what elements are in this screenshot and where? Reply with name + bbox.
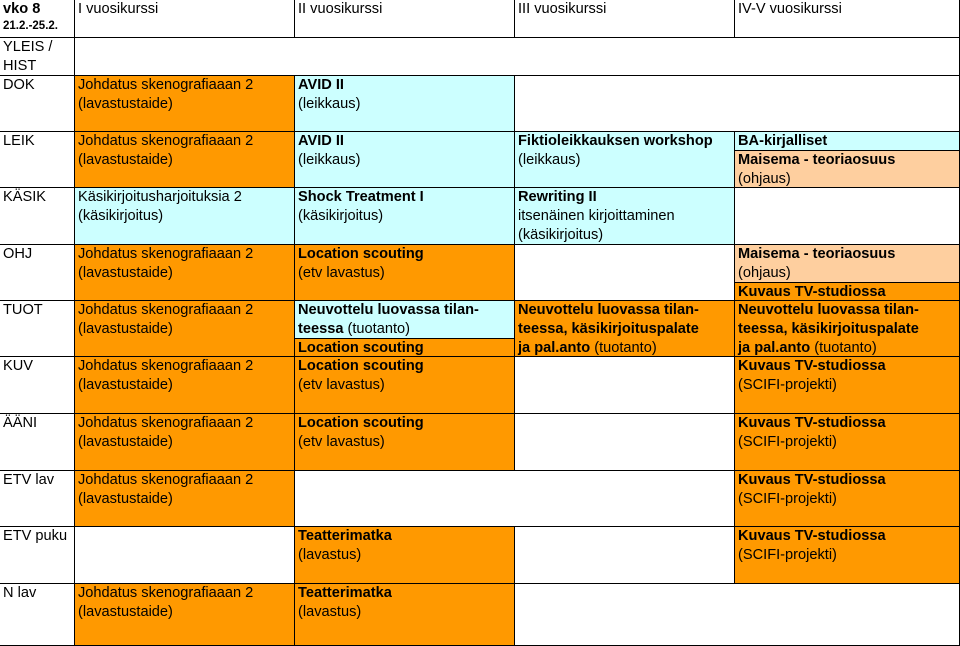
kuv-y2-course: Location scouting (etv lavastus) — [295, 357, 515, 414]
kasik-y1-course: Käsikirjoitusharjoituksia 2 (käsikirjoitus) — [75, 188, 295, 245]
row-label-kuv: KUV — [0, 357, 75, 414]
aani-y45-course: Kuvaus TV-studiossa (SCIFI-projekti) — [735, 414, 960, 471]
kasik-empty — [735, 188, 960, 245]
row-label-etv-lav: ETV lav — [0, 471, 75, 527]
nlav-y1-course: Johdatus skenografiaaan 2 (lavastustaide) — [75, 584, 295, 646]
leik-y1-course: Johdatus skenografiaaan 2 (lavastustaide) — [75, 132, 295, 188]
row-label-ohj: OHJ — [0, 245, 75, 301]
kuv-y3-empty — [515, 357, 735, 414]
ohj-y3-empty — [515, 245, 735, 301]
week-cell — [0, 0, 75, 38]
aani-y1-course: Johdatus skenografiaaan 2 (lavastustaide) — [75, 414, 295, 471]
tuot-y2-location: Location scouting — [295, 339, 515, 357]
kuv-y45-course: Kuvaus TV-studiossa (SCIFI-projekti) — [735, 357, 960, 414]
leik-y45-maisema: Maisema - teoriaosuus (ohjaus) — [735, 151, 960, 188]
yleis-empty — [75, 38, 960, 76]
row-label-aani: ÄÄNI — [0, 414, 75, 471]
etvpuku-y45-course: Kuvaus TV-studiossa (SCIFI-projekti) — [735, 527, 960, 584]
row-label-kasik: KÄSIK — [0, 188, 75, 245]
header-year-4-5: IV-V vuosikurssi — [735, 0, 960, 38]
ohj-y1-course: Johdatus skenografiaaan 2 (lavastustaide) — [75, 245, 295, 301]
ohj-y45-kuvaus: Kuvaus TV-studiossa — [735, 283, 960, 301]
dok-y2-course: AVID II (leikkaus) — [295, 76, 515, 132]
row-label-dok: DOK — [0, 76, 75, 132]
week-label: vko 8 — [3, 1, 41, 17]
kasik-y2-course: Shock Treatment I (käsikirjoitus) — [295, 188, 515, 245]
tuot-y3-neuvottelu: Neuvottelu luovassa tilan- teessa, käsikirjoituspalate ja pal.anto (tuotanto) — [515, 301, 735, 357]
aani-y2-course: Location scouting (etv lavastus) — [295, 414, 515, 471]
header-year-1: I vuosikurssi — [75, 0, 295, 38]
kasik-y3-course: Rewriting II itsenäinen kirjoittaminen (käsikirjoitus) — [515, 188, 735, 245]
aani-y3-empty — [515, 414, 735, 471]
etvpuku-y1-empty — [75, 527, 295, 584]
etvlav-y1-course: Johdatus skenografiaaan 2 (lavastustaide) — [75, 471, 295, 527]
tuot-y2-neuvottelu: Neuvottelu luovassa tilan- teessa (tuotanto) — [295, 301, 515, 339]
etvlav-empty — [295, 471, 735, 527]
row-label-tuot: TUOT — [0, 301, 75, 357]
ohj-y2-course: Location scouting (etv lavastus) — [295, 245, 515, 301]
header-year-3: III vuosikurssi — [515, 0, 735, 38]
row-label-yleis: YLEIS / HIST — [0, 38, 75, 76]
row-label-etv-puku: ETV puku — [0, 527, 75, 584]
row-label-n-lav: N lav — [0, 584, 75, 646]
etvpuku-y3-empty — [515, 527, 735, 584]
etvlav-y45-course: Kuvaus TV-studiossa (SCIFI-projekti) — [735, 471, 960, 527]
leik-y45-ba: BA-kirjalliset — [735, 132, 960, 151]
nlav-empty — [515, 584, 960, 646]
dok-y1-course: Johdatus skenografiaaan 2 (lavastustaide) — [75, 76, 295, 132]
etvpuku-y2-course: Teatterimatka (lavastus) — [295, 527, 515, 584]
tuot-y45-neuvottelu: Neuvottelu luovassa tilan- teessa, käsikirjoituspalate ja pal.anto (tuotanto) — [735, 301, 960, 357]
leik-y2-course: AVID II (leikkaus) — [295, 132, 515, 188]
nlav-y2-course: Teatterimatka (lavastus) — [295, 584, 515, 646]
header-year-2: II vuosikurssi — [295, 0, 515, 38]
week-dates: 21.2.-25.2. — [3, 19, 58, 32]
ohj-y45-maisema: Maisema - teoriaosuus (ohjaus) — [735, 245, 960, 283]
dok-empty — [515, 76, 960, 132]
row-label-leik: LEIK — [0, 132, 75, 188]
leik-y3-course: Fiktioleikkauksen workshop (leikkaus) — [515, 132, 735, 188]
kuv-y1-course: Johdatus skenografiaaan 2 (lavastustaide) — [75, 357, 295, 414]
tuot-y1-course: Johdatus skenografiaaan 2 (lavastustaide) — [75, 301, 295, 357]
